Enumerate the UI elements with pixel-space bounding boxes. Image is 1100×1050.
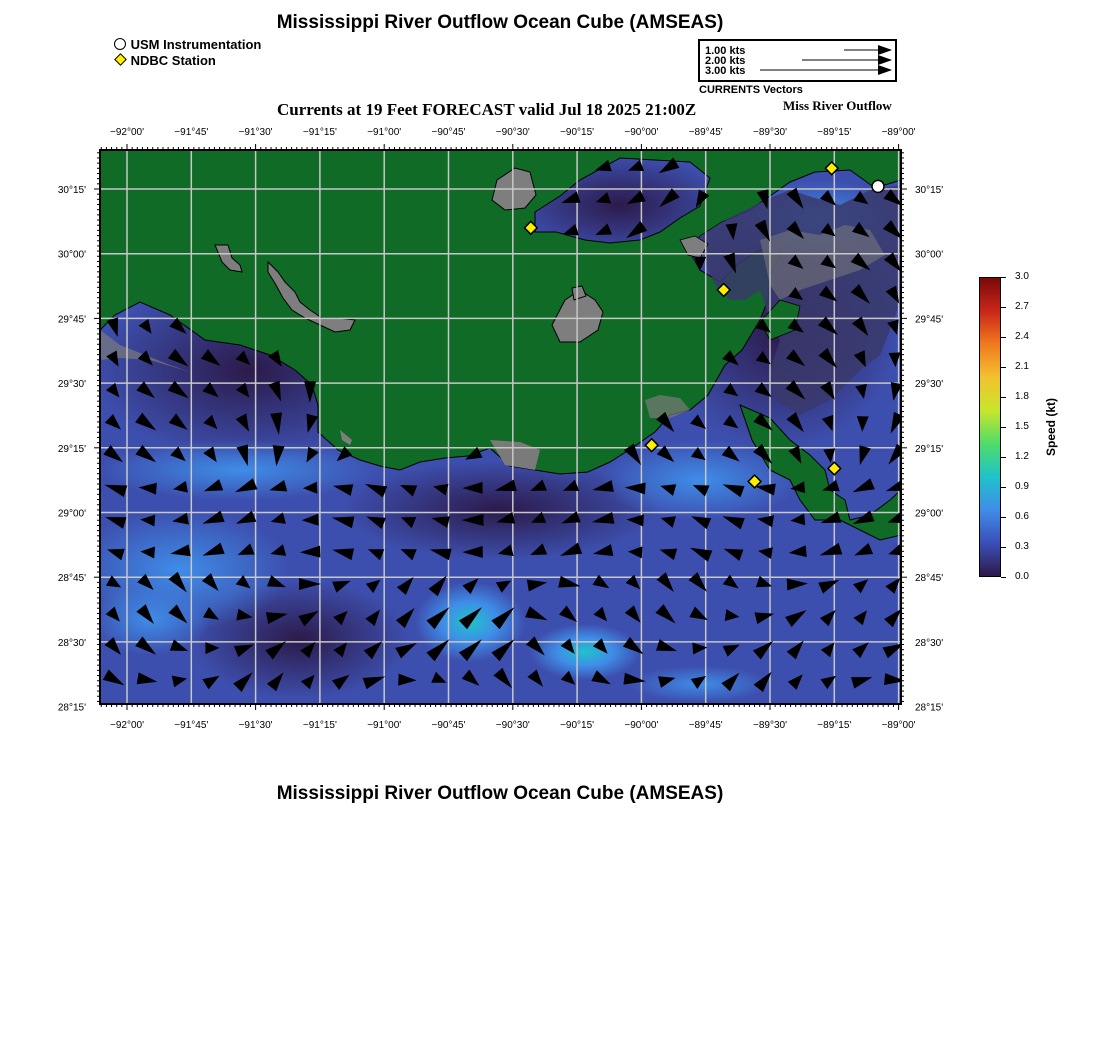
colorbar-tick-mark — [1001, 457, 1006, 458]
map-subtitle: Currents at 19 Feet FORECAST valid Jul 18 2025 21:00Z — [277, 100, 697, 119]
lon-tick-label: −91°30' — [238, 127, 273, 138]
lat-tick-label: 28°30' — [57, 637, 86, 649]
lon-tick-label: −89°45' — [688, 127, 723, 138]
colorbar-tick-label: 1.8 — [1015, 391, 1029, 402]
colorbar-tick-mark — [1001, 307, 1006, 308]
colorbar-tick-mark — [1001, 337, 1006, 338]
lon-tick-label: −92°00' — [110, 720, 144, 731]
colorbar-tick-mark — [1001, 397, 1006, 398]
lon-tick-label: −91°15' — [302, 720, 337, 731]
lon-tick-label: −91°15' — [302, 127, 337, 138]
colorbar-tick-mark — [1001, 277, 1006, 278]
lat-tick-label: 30°00' — [57, 249, 86, 261]
colorbar-tick-mark — [1001, 427, 1006, 428]
colorbar-tick-label: 0.6 — [1015, 511, 1029, 522]
lat-tick-label: 29°30' — [915, 379, 944, 391]
lat-tick-label: 29°30' — [57, 379, 86, 391]
lon-tick-label: −91°45' — [174, 127, 209, 138]
colorbar-tick-label: 2.7 — [1015, 301, 1029, 312]
colorbar-tick-label: 2.4 — [1015, 331, 1029, 342]
colorbar-tick-mark — [1001, 367, 1006, 368]
lat-tick-label: 30°15' — [915, 185, 944, 196]
lon-tick-label: −89°45' — [688, 720, 723, 731]
lon-tick-label: −90°30' — [495, 127, 530, 138]
vector-key-row-1: 1.00 kts — [705, 45, 746, 57]
colorbar-tick-mark — [1001, 517, 1006, 518]
vector-key-caption: CURRENTS Vectors — [699, 84, 803, 96]
lat-tick-label: 28°30' — [915, 637, 944, 649]
speed-colorbar — [979, 277, 1001, 577]
legend-usm-label: USM Instrumentation — [130, 37, 262, 52]
lon-tick-label: −91°45' — [174, 720, 209, 731]
lon-tick-label: −89°30' — [753, 720, 787, 731]
colorbar-tick-label: 1.2 — [1015, 451, 1029, 462]
lat-tick-label: 29°00' — [915, 508, 944, 520]
lat-tick-label: 30°00' — [915, 249, 944, 261]
lat-tick-label: 28°15' — [57, 702, 86, 714]
lon-tick-label: −92°00' — [110, 127, 144, 138]
lon-tick-label: −90°30' — [495, 720, 530, 731]
lon-tick-label: −91°00' — [367, 720, 402, 731]
colorbar-tick-label: 2.1 — [1015, 361, 1029, 372]
lat-tick-label: 29°45' — [57, 314, 86, 326]
lon-tick-label: −90°15' — [560, 720, 595, 731]
lat-tick-label: 30°15' — [57, 185, 86, 196]
lon-tick-label: −89°00' — [881, 127, 916, 138]
colorbar-tick-label: 0.3 — [1015, 541, 1029, 552]
lat-tick-label: 28°15' — [915, 702, 944, 714]
footer-title: Mississippi River Outflow Ocean Cube (AMSEAS) — [276, 783, 724, 804]
usm-station-marker — [872, 180, 884, 192]
lat-tick-label: 29°00' — [57, 508, 86, 520]
lon-tick-label: −90°15' — [560, 127, 595, 138]
colorbar-tick-label: 0.9 — [1015, 481, 1029, 492]
colorbar-tick-mark — [1001, 547, 1006, 548]
colorbar-tick-label: 1.5 — [1015, 421, 1029, 432]
lat-tick-label: 29°45' — [915, 314, 944, 326]
lon-tick-label: −91°30' — [238, 720, 273, 731]
map-title: Mississippi River Outflow Ocean Cube (AMSEAS) — [276, 12, 724, 33]
lat-tick-label: 29°15' — [915, 443, 944, 455]
lon-tick-label: −90°45' — [431, 720, 466, 731]
lon-tick-label: −89°15' — [817, 127, 852, 138]
vector-key-row-3: 3.00 kts — [705, 65, 746, 77]
lon-tick-label: −89°30' — [753, 127, 787, 138]
lat-tick-label: 28°45' — [57, 573, 86, 585]
lon-tick-label: −91°00' — [367, 127, 402, 138]
vector-key-row-2: 2.00 kts — [705, 55, 746, 67]
lon-tick-label: −89°00' — [881, 720, 916, 731]
lon-tick-label: −90°00' — [624, 127, 659, 138]
colorbar-label: Speed (kt) — [1044, 397, 1058, 457]
legend-ndbc-label: NDBC Station — [130, 53, 216, 68]
lat-tick-label: 28°45' — [915, 573, 944, 585]
lon-tick-label: −90°45' — [431, 127, 466, 138]
lat-tick-label: 29°15' — [57, 443, 86, 455]
region-label: Miss River Outflow — [783, 98, 892, 113]
colorbar-tick-label: 0.0 — [1015, 571, 1029, 582]
lon-tick-label: −89°15' — [817, 720, 852, 731]
lon-tick-label: −90°00' — [624, 720, 659, 731]
colorbar-tick-label: 3.0 — [1015, 271, 1029, 282]
colorbar-tick-mark — [1001, 577, 1006, 578]
colorbar-tick-mark — [1001, 487, 1006, 488]
